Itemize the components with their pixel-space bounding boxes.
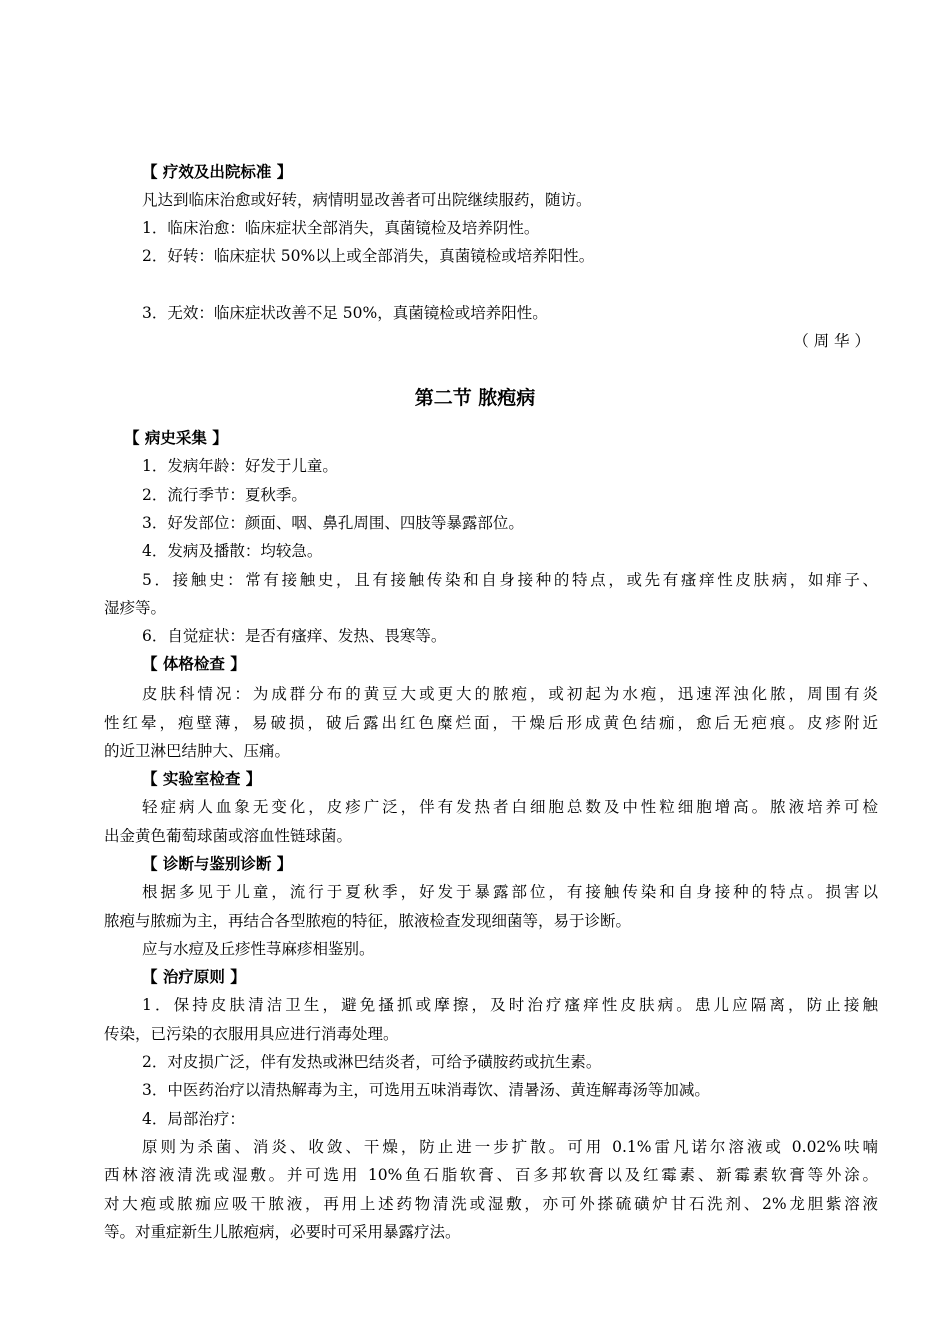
treatment-text: 西林溶液清洗或湿敷。并可选用 10%鱼石脂软膏、百多邦软膏以及红霉素、新霉素软膏等外涂。 [104,1166,878,1184]
history-heading: 【 病史采集 】 [124,429,228,447]
outcome-item: 3．无效：临床症状改善不足 50%，真菌镜检或培养阳性。 [142,304,548,322]
treatment-text: 传染，已污染的衣服用具应进行消毒处理。 [104,1025,399,1043]
treatment-heading: 【 治疗原则 】 [142,968,246,986]
history-item: 1．发病年龄：好发于儿童。 [142,457,338,475]
treatment-text: 3．中医药治疗以清热解毒为主，可选用五味消毒饮、清暑汤、黄连解毒汤等加减。 [142,1081,710,1099]
exam-text: 的近卫淋巴结肿大、压痛。 [104,742,291,760]
lab-text: 出金黄色葡萄球菌或溶血性链球菌。 [104,827,353,845]
diagnosis-text: 根据多见于儿童，流行于夏秋季，好发于暴露部位，有接触传染和自身接种的特点。损害以 [142,883,878,901]
diagnosis-text: 脓疱与脓痂为主，再结合各型脓疱的特征，脓液检查发现细菌等，易于诊断。 [104,912,632,930]
outcome-intro: 凡达到临床治愈或好转，病情明显改善者可出院继续服药，随访。 [142,191,592,209]
diagnosis-heading: 【 诊断与鉴别诊断 】 [142,855,293,873]
author-attribution: （ 周 华 ） [793,332,870,350]
history-item: 6．自觉症状：是否有瘙痒、发热、畏寒等。 [142,627,447,645]
lab-heading: 【 实验室检查 】 [142,770,262,788]
exam-text: 皮肤科情况：为成群分布的黄豆大或更大的脓疱，或初起为水疱，迅速浑浊化脓，周围有炎 [142,685,878,703]
lab-text: 轻症病人血象无变化，皮疹广泛，伴有发热者白细胞总数及中性粒细胞增高。脓液培养可检 [142,798,878,816]
exam-text: 性红晕，疱壁薄，易破损，破后露出红色糜烂面，干燥后形成黄色结痂，愈后无疤痕。皮疹附近 [104,714,878,732]
history-item: 5．接触史：常有接触史，且有接触传染和自身接种的特点，或先有瘙痒性皮肤病，如痱子、 [142,571,878,589]
history-item-continuation: 湿疹等。 [104,599,167,617]
treatment-text: 1．保持皮肤清洁卫生，避免搔抓或摩擦，及时治疗瘙痒性皮肤病。患儿应隔离，防止接触 [142,996,878,1014]
outcome-standards-heading: 【 疗效及出院标准 】 [142,163,293,181]
treatment-text: 原则为杀菌、消炎、收敛、干燥，防止进一步扩散。可用 0.1%雷凡诺尔溶液或 0.02%呋喃 [142,1138,878,1156]
treatment-text: 等。对重症新生儿脓疱病，必要时可采用暴露疗法。 [104,1223,461,1241]
history-item: 4．发病及播散：均较急。 [142,542,323,560]
treatment-text: 2．对皮损广泛，伴有发热或淋巴结炎者，可给予磺胺药或抗生素。 [142,1053,602,1071]
outcome-item: 1．临床治愈：临床症状全部消失，真菌镜检及培养阴性。 [142,219,540,237]
treatment-text: 4．局部治疗： [142,1110,245,1128]
outcome-item: 2．好转：临床症状 50%以上或全部消失，真菌镜检或培养阳性。 [142,247,595,265]
history-item: 3．好发部位：颜面、咽、鼻孔周围、四肢等暴露部位。 [142,514,524,532]
exam-heading: 【 体格检查 】 [142,655,246,673]
section-title: 第二节 脓疱病 [414,387,536,409]
history-item: 2．流行季节：夏秋季。 [142,486,307,504]
treatment-text: 对大疱或脓痂应吸干脓液，再用上述药物清洗或湿敷，亦可外搽硫磺炉甘石洗剂、2%龙胆紫溶液 [104,1195,878,1213]
diagnosis-text: 应与水痘及丘疹性荨麻疹相鉴别。 [142,940,375,958]
